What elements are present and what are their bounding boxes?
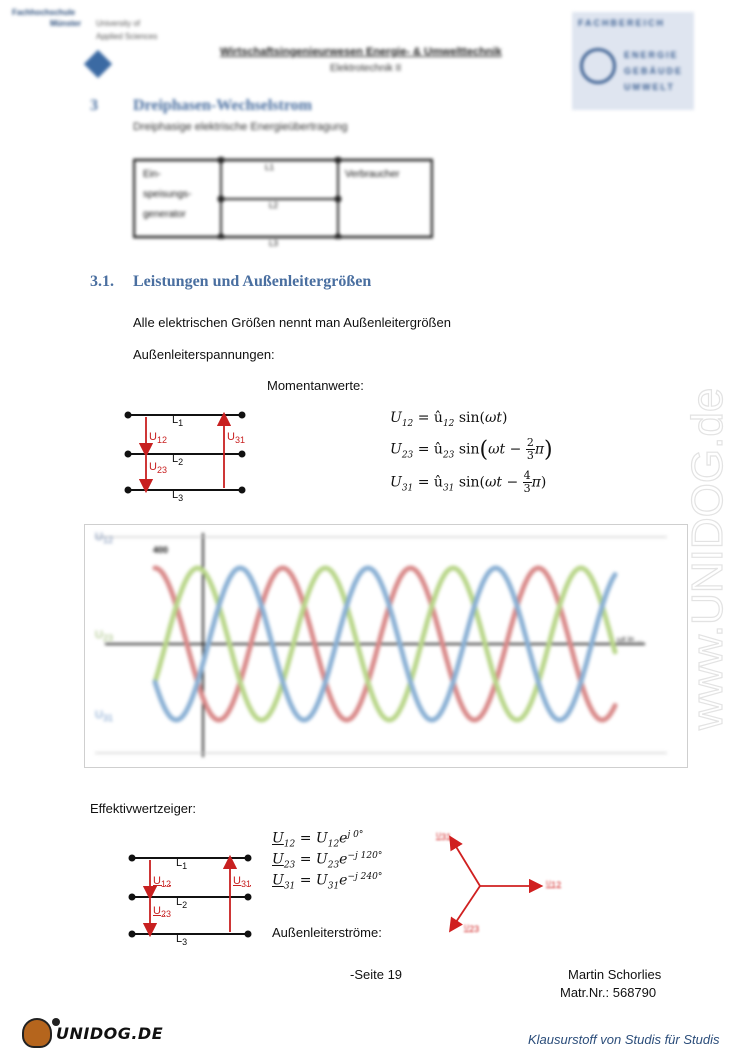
phasor-label-right: $U_{12}$: [546, 880, 562, 890]
circuit-2-svg: [124, 848, 256, 948]
author-name: Martin Schorlies: [568, 967, 662, 982]
phasor-label-bottom: $U_{23}$: [464, 924, 480, 934]
box-line-label-1: L2: [269, 201, 278, 210]
c1-line-label-1: $L_1$: [172, 414, 184, 429]
school-line2: Münster: [50, 19, 82, 28]
course-subtitle: Elektrotechnik II: [330, 63, 402, 74]
paragraph-spannungen: Außenleiterspannungen:: [133, 347, 275, 362]
box-left-line-0: Ein-: [143, 169, 161, 180]
section-3-subtitle: Dreiphasige elektrische Energieübertragung: [133, 121, 348, 133]
section-3-title: Dreiphasen-Wechselstrom: [133, 97, 312, 114]
box-left-line-2: generator: [143, 209, 186, 220]
phasor-u23-icon: [452, 886, 480, 928]
equation-u31-effektiv: $U_{31} = U_{31}e^{-j 240^\circ}$: [272, 872, 383, 892]
page-number: -Seite 19: [350, 967, 403, 982]
c2-voltage-u12: $U_{12}$: [153, 875, 171, 890]
section-31-number: 3.1.: [90, 273, 114, 290]
circuit-1-svg: [120, 405, 250, 505]
dog-mascot-icon: [22, 1018, 52, 1048]
strom-label: Außenleiterströme:: [272, 925, 382, 940]
box-line-label-2: L3: [269, 239, 278, 248]
chart-ylabel-1: $U_{23}$: [95, 629, 113, 644]
dept-emblem-icon: [580, 48, 616, 84]
phasor-u31-icon: [452, 840, 480, 886]
chart-ylabel-2: $U_{31}$: [95, 709, 113, 724]
watermark-svg: [672, 260, 742, 740]
c2-line-label-2: $L_2$: [176, 896, 188, 911]
footer-tagline: Klausurstoff von Studis für Studis: [528, 1032, 720, 1047]
c2-line-label-1: $L_1$: [176, 857, 188, 872]
phasor-diagram: [430, 828, 570, 938]
school-logo-block: [10, 8, 200, 83]
effektiv-label: Effektivwertzeiger:: [90, 801, 196, 816]
circuit-diagram-1: [120, 405, 250, 505]
watermark-text: www.UNIDOG.de: [683, 387, 732, 730]
c1-voltage-u31: $U_{31}$: [227, 431, 245, 446]
chart-xlabel: ωt in ...: [617, 635, 643, 644]
equation-u31-momentan: $U_{31}$ = $û_{31}$ sin(ωt − $\frac{4}{3}$ π): [390, 469, 547, 495]
equation-u12-momentan: $U_{12}$ = $û_{12}$ sin(ωt): [390, 410, 508, 429]
c2-voltage-u31: $U_{31}$: [233, 875, 251, 890]
dept-line-1: GEBÄUDE: [624, 66, 684, 76]
school-line4: Applied Sciences: [96, 32, 158, 41]
c1-line-label-2: $L_2$: [172, 453, 184, 468]
chart-top-label: 400: [153, 545, 169, 555]
waveform-svg: [85, 525, 687, 767]
section-3-number: 3: [90, 97, 98, 114]
c1-voltage-u12: $U_{12}$: [149, 431, 167, 446]
generator-diagram: [133, 157, 433, 248]
waveform-chart: [84, 524, 688, 768]
phasor-label-top: $U_{31}$: [436, 832, 452, 842]
equation-u23-effektiv: $U_{23} = U_{23}e^{-j 120^\circ}$: [272, 851, 383, 871]
c1-line-label-3: $L_3$: [172, 489, 184, 504]
brand-name[interactable]: UNIDOG.DE: [56, 1024, 164, 1043]
matr-number: Matr.Nr.: 568790: [560, 985, 657, 1000]
box-left-line-1: speisungs-: [143, 189, 192, 200]
chart-ylabel-0: $U_{12}$: [95, 531, 113, 546]
paragraph-aussenleiter: Alle elektrischen Größen nennt man Außenleitergrößen: [133, 315, 451, 330]
dept-line-0: ENERGIE: [624, 50, 679, 60]
school-line3: University of: [96, 19, 141, 28]
momentan-label: Momentanwerte:: [267, 378, 364, 393]
c1-voltage-u23: $U_{23}$: [149, 461, 167, 476]
dept-line-2: UMWELT: [624, 82, 675, 92]
equation-u12-effektiv: $U_{12} = U_{12}e^{j 0^\circ}$: [272, 830, 364, 850]
school-line1: Fachhochschule: [12, 8, 76, 17]
c2-voltage-u23: $U_{23}$: [153, 905, 171, 920]
department-logo: [572, 12, 694, 110]
school-logo-icon: [84, 50, 112, 78]
course-title: Wirtschaftsingenieurwesen Energie- & Umwelttechnik: [220, 46, 502, 58]
section-31-title: Leistungen und Außenleitergrößen: [133, 273, 372, 290]
unidog-logo: [22, 1014, 182, 1050]
circuit-diagram-2: [124, 848, 256, 948]
box-line-label-0: L1: [265, 163, 274, 172]
equation-u23-momentan: $U_{23}$ = $û_{23}$ sin(ωt − $\frac{2}{3}$ π): [390, 436, 553, 463]
c2-line-label-3: $L_3$: [176, 933, 188, 948]
dept-top: FACHBEREICH: [578, 18, 666, 28]
box-right-label: Verbraucher: [345, 169, 400, 180]
